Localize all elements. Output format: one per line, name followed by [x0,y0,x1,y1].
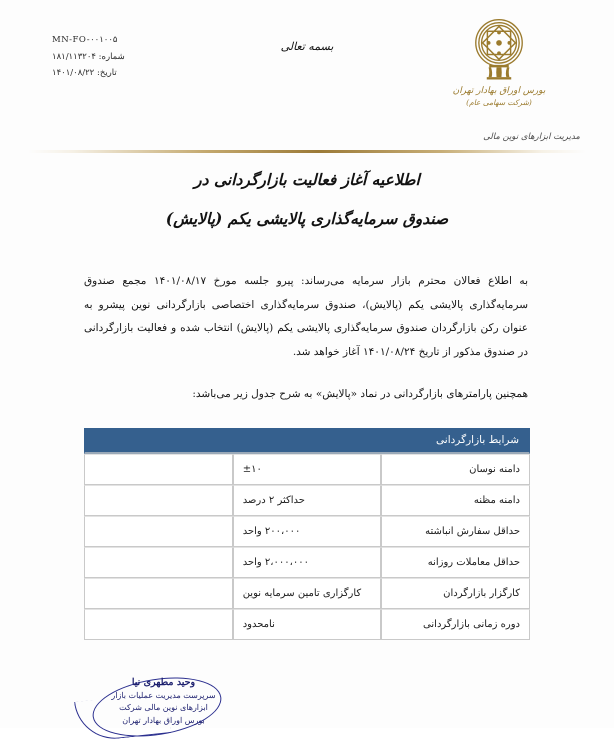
organization-subtitle-text: (شرکت سهامی عام) [466,98,532,108]
table-body [84,454,530,640]
document-number: شماره: ۱۸۱/۱۱۳۲۰۴ [52,51,125,62]
row-value: حداکثر ۲ درصد [233,485,382,516]
row-value: نامحدود [233,609,382,640]
row-value: ±۱۰ [233,454,382,485]
document-title [0,170,614,228]
table-header-cell: شرایط بازارگردانی [84,428,530,454]
market-making-parameters-table [84,428,530,640]
tehran-stock-exchange-logo-icon [468,16,530,82]
row-blank [84,578,233,609]
signature-block [56,677,271,728]
table-row [84,547,530,578]
row-label: دوره زمانی بازارگردانی [381,609,530,640]
row-value: ۲،۰۰۰،۰۰۰ واحد [233,547,382,578]
row-label: حداقل سفارش انباشته [381,516,530,547]
table-row [84,516,530,547]
signatory-title-line-1: سرپرست مدیریت عملیات بازار [111,690,216,700]
signatory-title [56,690,271,728]
document-code: MN-FO-۰۰۱۰۰۵ [52,35,118,45]
gold-divider [28,150,586,153]
body-paragraph-2: همچنین پارامترهای بازارگردانی در نماد «پالایش» به شرح جدول زیر می‌باشد: [192,387,528,400]
row-value: ۲۰۰،۰۰۰ واحد [233,516,382,547]
header-metadata [52,32,125,82]
besmeh-taali-text: بسمه تعالی [280,40,334,53]
table-header-row [84,428,530,454]
organization-logo-block [414,16,584,109]
table-row [84,609,530,640]
row-blank [84,516,233,547]
signatory-title-line-2: ابزارهای نوین مالی شرکت [119,703,208,713]
row-label: حداقل معاملات روزانه [381,547,530,578]
table-row [84,454,530,485]
row-label: کارگزار بازارگردان [381,578,530,609]
table-head [84,428,530,454]
title-line-1: اطلاعیه آغاز فعالیت بازارگردانی در [194,170,420,189]
market-making-parameters-table-wrapper [84,428,530,640]
table-row [84,485,530,516]
document-date: تاریخ: ۱۴۰۱/۰۸/۲۲ [52,68,117,79]
row-label: دامنه مظنه [381,485,530,516]
body-paragraph-1: به اطلاع فعالان محترم بازار سرمایه می‌رساند: پیرو جلسه مورخ ۱۴۰۱/۰۸/۱۷ مجمع صندوق سرمایه‌گذاری پالایشی یکم (پالایش)، صندوق سرمایه‌گذاری اختصاصی بازارگردانی نوین پیشرو به عنوان رکن بازارگردان صندوق سرمایه‌گذاری پالایشی یکم (پالایش) انتخاب شده و فعالیت بازارگردانی در صندوق مذکور از تاریخ ۱۴۰۱/۰۸/۲۴ آغاز خواهد شد. [84,275,528,358]
row-value: کارگزاری تامین سرمایه نوین [233,578,382,609]
department-label: مدیریت ابزارهای نوین مالی [483,132,580,142]
row-blank [84,547,233,578]
signatory-title-line-3: بورس اوراق بهادار تهران [122,716,205,726]
document-header [0,0,614,140]
organization-name-text: بورس اوراق بهادار تهران [452,86,546,96]
row-blank [84,454,233,485]
row-blank [84,485,233,516]
document-body [84,270,528,406]
row-label: دامنه نوسان [381,454,530,485]
table-row [84,578,530,609]
signatory-name: وحید مطهری نیا [131,676,196,688]
row-blank [84,609,233,640]
organization-name [414,85,584,109]
title-line-2: صندوق سرمایه‌گذاری پالایشی یکم (پالایش) [165,209,449,228]
